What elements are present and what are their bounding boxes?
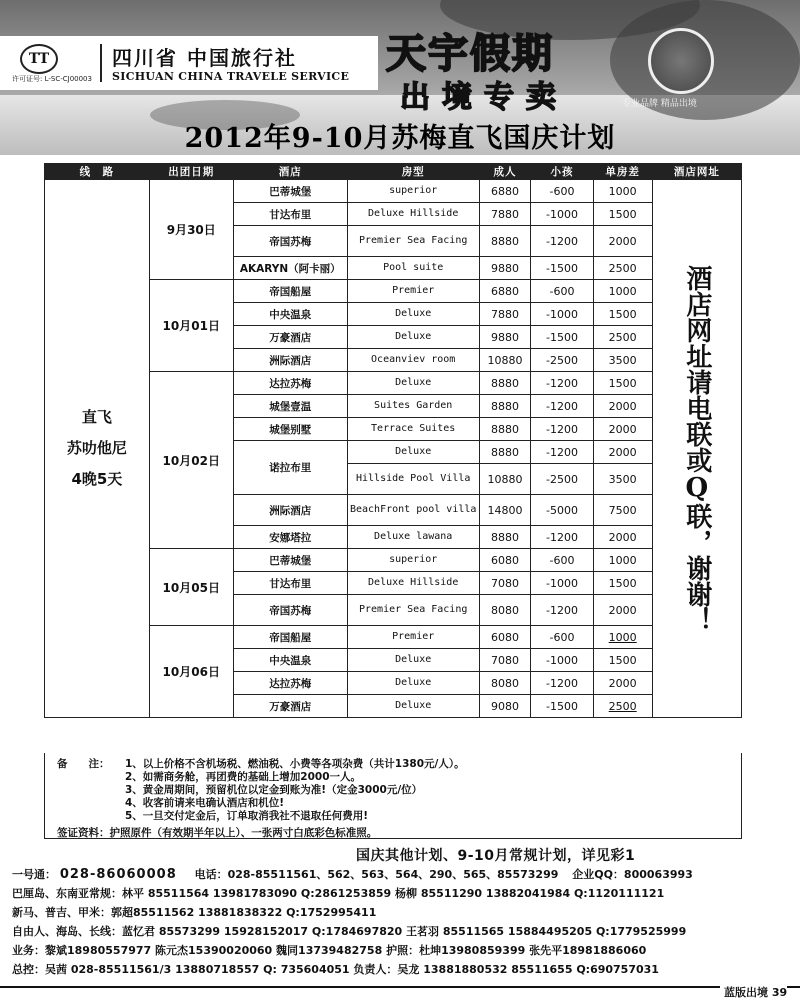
single-supplement: 1000: [593, 549, 652, 572]
phone-list: 电话：028-85511561、562、563、564、290、565、85573299: [194, 868, 559, 881]
hotel-name: 甘达布里: [233, 572, 347, 595]
visa-requirements: 签证资料：护照原件（有效期半年以上）、一张两寸白底彩色标准照。: [57, 827, 378, 839]
adult-price: 8880: [479, 395, 531, 418]
room-type: Pool suite: [347, 257, 479, 280]
adult-price: 8880: [479, 372, 531, 395]
room-type: Suites Garden: [347, 395, 479, 418]
note-line: 4、收客前请来电确认酒店和机位!: [125, 797, 285, 809]
child-price: -5000: [531, 495, 593, 526]
single-supplement: 2500: [593, 695, 652, 718]
adult-price: 8880: [479, 526, 531, 549]
hotel-name: 巴蒂城堡: [233, 180, 347, 203]
child-price: -1200: [531, 672, 593, 695]
single-supplement: 1500: [593, 303, 652, 326]
price-table: [44, 163, 742, 718]
child-price: -600: [531, 280, 593, 303]
adult-price: 8080: [479, 672, 531, 695]
single-supplement: 1500: [593, 572, 652, 595]
company-qq: 企业QQ：800063993: [572, 868, 693, 881]
single-supplement: 2500: [593, 257, 652, 280]
adult-price: 7080: [479, 649, 531, 672]
note-line: 3、黄金周期间，预留机位以定金到账为准!（定金3000元/位）: [125, 784, 423, 796]
room-type: Hillside Pool Villa: [347, 464, 479, 495]
child-price: -1000: [531, 303, 593, 326]
child-price: -1500: [531, 695, 593, 718]
table-body: [45, 180, 742, 718]
room-type: BeachFront pool villa: [347, 495, 479, 526]
hotel-name: AKARYN（阿卡丽）: [233, 257, 347, 280]
adult-price: 9880: [479, 257, 531, 280]
hotel-name: 帝国船屋: [233, 626, 347, 649]
hotel-name: 洲际酒店: [233, 495, 347, 526]
adult-price: 8080: [479, 595, 531, 626]
child-price: -1200: [531, 372, 593, 395]
hotel-name: 城堡壹温: [233, 395, 347, 418]
note-line: 5、一旦交付定金后，订单取消我社不退取任何费用!: [125, 810, 369, 822]
adult-price: 8880: [479, 441, 531, 464]
room-type: Deluxe: [347, 672, 479, 695]
notes-label: 备 注：: [57, 758, 110, 770]
col-header-route: 线 路: [45, 164, 150, 180]
adult-price: 7880: [479, 303, 531, 326]
single-supplement: 1000: [593, 626, 652, 649]
room-type: Deluxe Hillside: [347, 572, 479, 595]
adult-price: 7080: [479, 572, 531, 595]
room-type: Premier: [347, 280, 479, 303]
room-type: Terrace Suites: [347, 418, 479, 441]
adult-price: 6880: [479, 280, 531, 303]
col-header-room: 房型: [347, 164, 479, 180]
contact-line: 新马、普吉、甲米：郭超85511562 13881838322 Q:1752995411: [12, 906, 377, 919]
child-price: -1200: [531, 441, 593, 464]
room-type: Premier Sea Facing: [347, 226, 479, 257]
room-type: Deluxe: [347, 441, 479, 464]
adult-price: 8880: [479, 226, 531, 257]
single-supplement: 2000: [593, 226, 652, 257]
room-type: Premier: [347, 626, 479, 649]
room-type: Deluxe: [347, 695, 479, 718]
notes-box: [44, 753, 742, 839]
departure-date: 9月30日: [149, 180, 233, 280]
child-price: -2500: [531, 464, 593, 495]
page-number-label: 蓝版出境 39: [720, 984, 787, 1000]
single-supplement: 7500: [593, 495, 652, 526]
adult-price: 8880: [479, 418, 531, 441]
child-price: -2500: [531, 349, 593, 372]
single-supplement: 3500: [593, 349, 652, 372]
adult-price: 6080: [479, 549, 531, 572]
header-banner: [0, 0, 800, 155]
route-line: 4晚5天: [71, 470, 123, 488]
single-supplement: 2500: [593, 326, 652, 349]
departure-date: 10月02日: [149, 372, 233, 549]
hotel-name: 达拉苏梅: [233, 672, 347, 695]
room-type: Deluxe: [347, 372, 479, 395]
child-price: -1200: [531, 418, 593, 441]
child-price: -1500: [531, 257, 593, 280]
adult-price: 9080: [479, 695, 531, 718]
col-header-date: 出团日期: [149, 164, 233, 180]
contact-line: 总控：吴茜 028-85511561/3 13880718557 Q: 735604051 负责人：吴龙 13881880532 85511655 Q:690757031: [12, 963, 659, 976]
contact-line: 巴厘岛、东南亚常规：林平 85511564 13981783090 Q:2861253859 杨柳 85511290 13882041984 Q:1120111121: [12, 887, 665, 900]
child-price: -600: [531, 626, 593, 649]
company-logo-icon: TT: [20, 44, 58, 74]
single-supplement: 1000: [593, 180, 652, 203]
child-price: -1000: [531, 649, 593, 672]
room-type: Deluxe: [347, 303, 479, 326]
child-price: -1000: [531, 572, 593, 595]
slogan: 专业品牌 精品出境: [622, 99, 697, 109]
hotel-name: 帝国船屋: [233, 280, 347, 303]
single-supplement: 1500: [593, 649, 652, 672]
child-price: -1500: [531, 326, 593, 349]
brand-title: 天宇假期: [386, 31, 554, 77]
adult-price: 6880: [479, 180, 531, 203]
table-header-row: [45, 164, 742, 180]
room-type: Deluxe: [347, 326, 479, 349]
col-header-single: 单房差: [593, 164, 652, 180]
more-plans-notice: 国庆其他计划、9-10月常规计划，详见彩1: [356, 848, 636, 864]
hotel-name: 洲际酒店: [233, 349, 347, 372]
child-price: -1200: [531, 226, 593, 257]
single-supplement: 2000: [593, 672, 652, 695]
departure-date: 10月01日: [149, 280, 233, 372]
hotel-name: 万豪酒店: [233, 326, 347, 349]
child-price: -1200: [531, 526, 593, 549]
departure-date: 10月06日: [149, 626, 233, 718]
hotel-name: 巴蒂城堡: [233, 549, 347, 572]
adult-price: 7880: [479, 203, 531, 226]
table-row: [45, 549, 742, 572]
single-supplement: 3500: [593, 464, 652, 495]
page-title: 2012年9-10月苏梅直飞国庆计划: [184, 123, 616, 154]
adult-price: 10880: [479, 349, 531, 372]
table-row: [45, 626, 742, 649]
room-type: superior: [347, 549, 479, 572]
hotel-url-note: 酒店网址请电联或Q联，谢谢！: [652, 180, 741, 718]
room-type: Deluxe Hillside: [347, 203, 479, 226]
child-price: -600: [531, 549, 593, 572]
brand-emblem-icon: [648, 28, 714, 94]
col-header-url: 酒店网址: [652, 164, 741, 180]
hotel-name: 帝国苏梅: [233, 226, 347, 257]
col-header-child: 小孩: [531, 164, 593, 180]
hotel-name: 帝国苏梅: [233, 595, 347, 626]
single-supplement: 2000: [593, 595, 652, 626]
route-cell: [45, 180, 150, 718]
brand-subtitle: 出境专卖: [400, 80, 568, 115]
note-line: 2、如需商务舱，再团费的基础上增加2000一人。: [125, 771, 362, 783]
contact-line: 业务：黎斌18980557977 陈元杰15390020060 魏同13739482758 护照：杜坤13980859399 张先平18981886060: [12, 944, 647, 957]
adult-price: 14800: [479, 495, 531, 526]
room-type: Premier Sea Facing: [347, 595, 479, 626]
note-line: 1、以上价格不含机场税、燃油税、小费等各项杂费（共计1380元/人）。: [125, 758, 465, 770]
single-supplement: 1500: [593, 372, 652, 395]
departure-date: 10月05日: [149, 549, 233, 626]
child-price: -600: [531, 180, 593, 203]
license-code: 许可证号: L-SC-CJ00003: [12, 75, 92, 83]
contact-line-main: [12, 866, 693, 882]
logo-divider: [100, 44, 102, 82]
child-price: -1200: [531, 595, 593, 626]
room-type: Oceanviev room: [347, 349, 479, 372]
hotel-name: 中央温泉: [233, 649, 347, 672]
table-row: [45, 372, 742, 395]
single-supplement: 1500: [593, 203, 652, 226]
table-row: [45, 180, 742, 203]
single-supplement: 2000: [593, 395, 652, 418]
single-supplement: 1000: [593, 280, 652, 303]
company-name-cn: 四川省 中国旅行社: [112, 46, 297, 70]
hotline-number: 028-86060008: [59, 867, 177, 882]
hotel-name: 中央温泉: [233, 303, 347, 326]
hotel-name: 安娜塔拉: [233, 526, 347, 549]
route-line: 直飞: [81, 408, 112, 426]
table-row: [45, 280, 742, 303]
single-supplement: 2000: [593, 526, 652, 549]
child-price: -1000: [531, 203, 593, 226]
single-supplement: 2000: [593, 441, 652, 464]
single-supplement: 2000: [593, 418, 652, 441]
room-type: Deluxe lawana: [347, 526, 479, 549]
hotel-name: 达拉苏梅: [233, 372, 347, 395]
hotel-name: 城堡别墅: [233, 418, 347, 441]
route-line: 苏叻他尼: [66, 439, 127, 457]
footer-rule: [0, 986, 800, 988]
room-type: Deluxe: [347, 649, 479, 672]
col-header-adult: 成人: [479, 164, 531, 180]
room-type: superior: [347, 180, 479, 203]
col-header-hotel: 酒店: [233, 164, 347, 180]
adult-price: 10880: [479, 464, 531, 495]
company-name-en: SICHUAN CHINA TRAVELE SERVICE: [112, 70, 350, 83]
hotel-name: 万豪酒店: [233, 695, 347, 718]
adult-price: 6080: [479, 626, 531, 649]
hotel-name: 甘达布里: [233, 203, 347, 226]
hotline-label: 一号通：: [12, 868, 56, 881]
child-price: -1200: [531, 395, 593, 418]
adult-price: 9880: [479, 326, 531, 349]
contact-line: 自由人、海岛、长线：蓝忆君 85573299 15928152017 Q:1784697820 王茗羽 85511565 15884495205 Q:1779525999: [12, 925, 687, 938]
hotel-name: 诺拉布里: [233, 441, 347, 495]
